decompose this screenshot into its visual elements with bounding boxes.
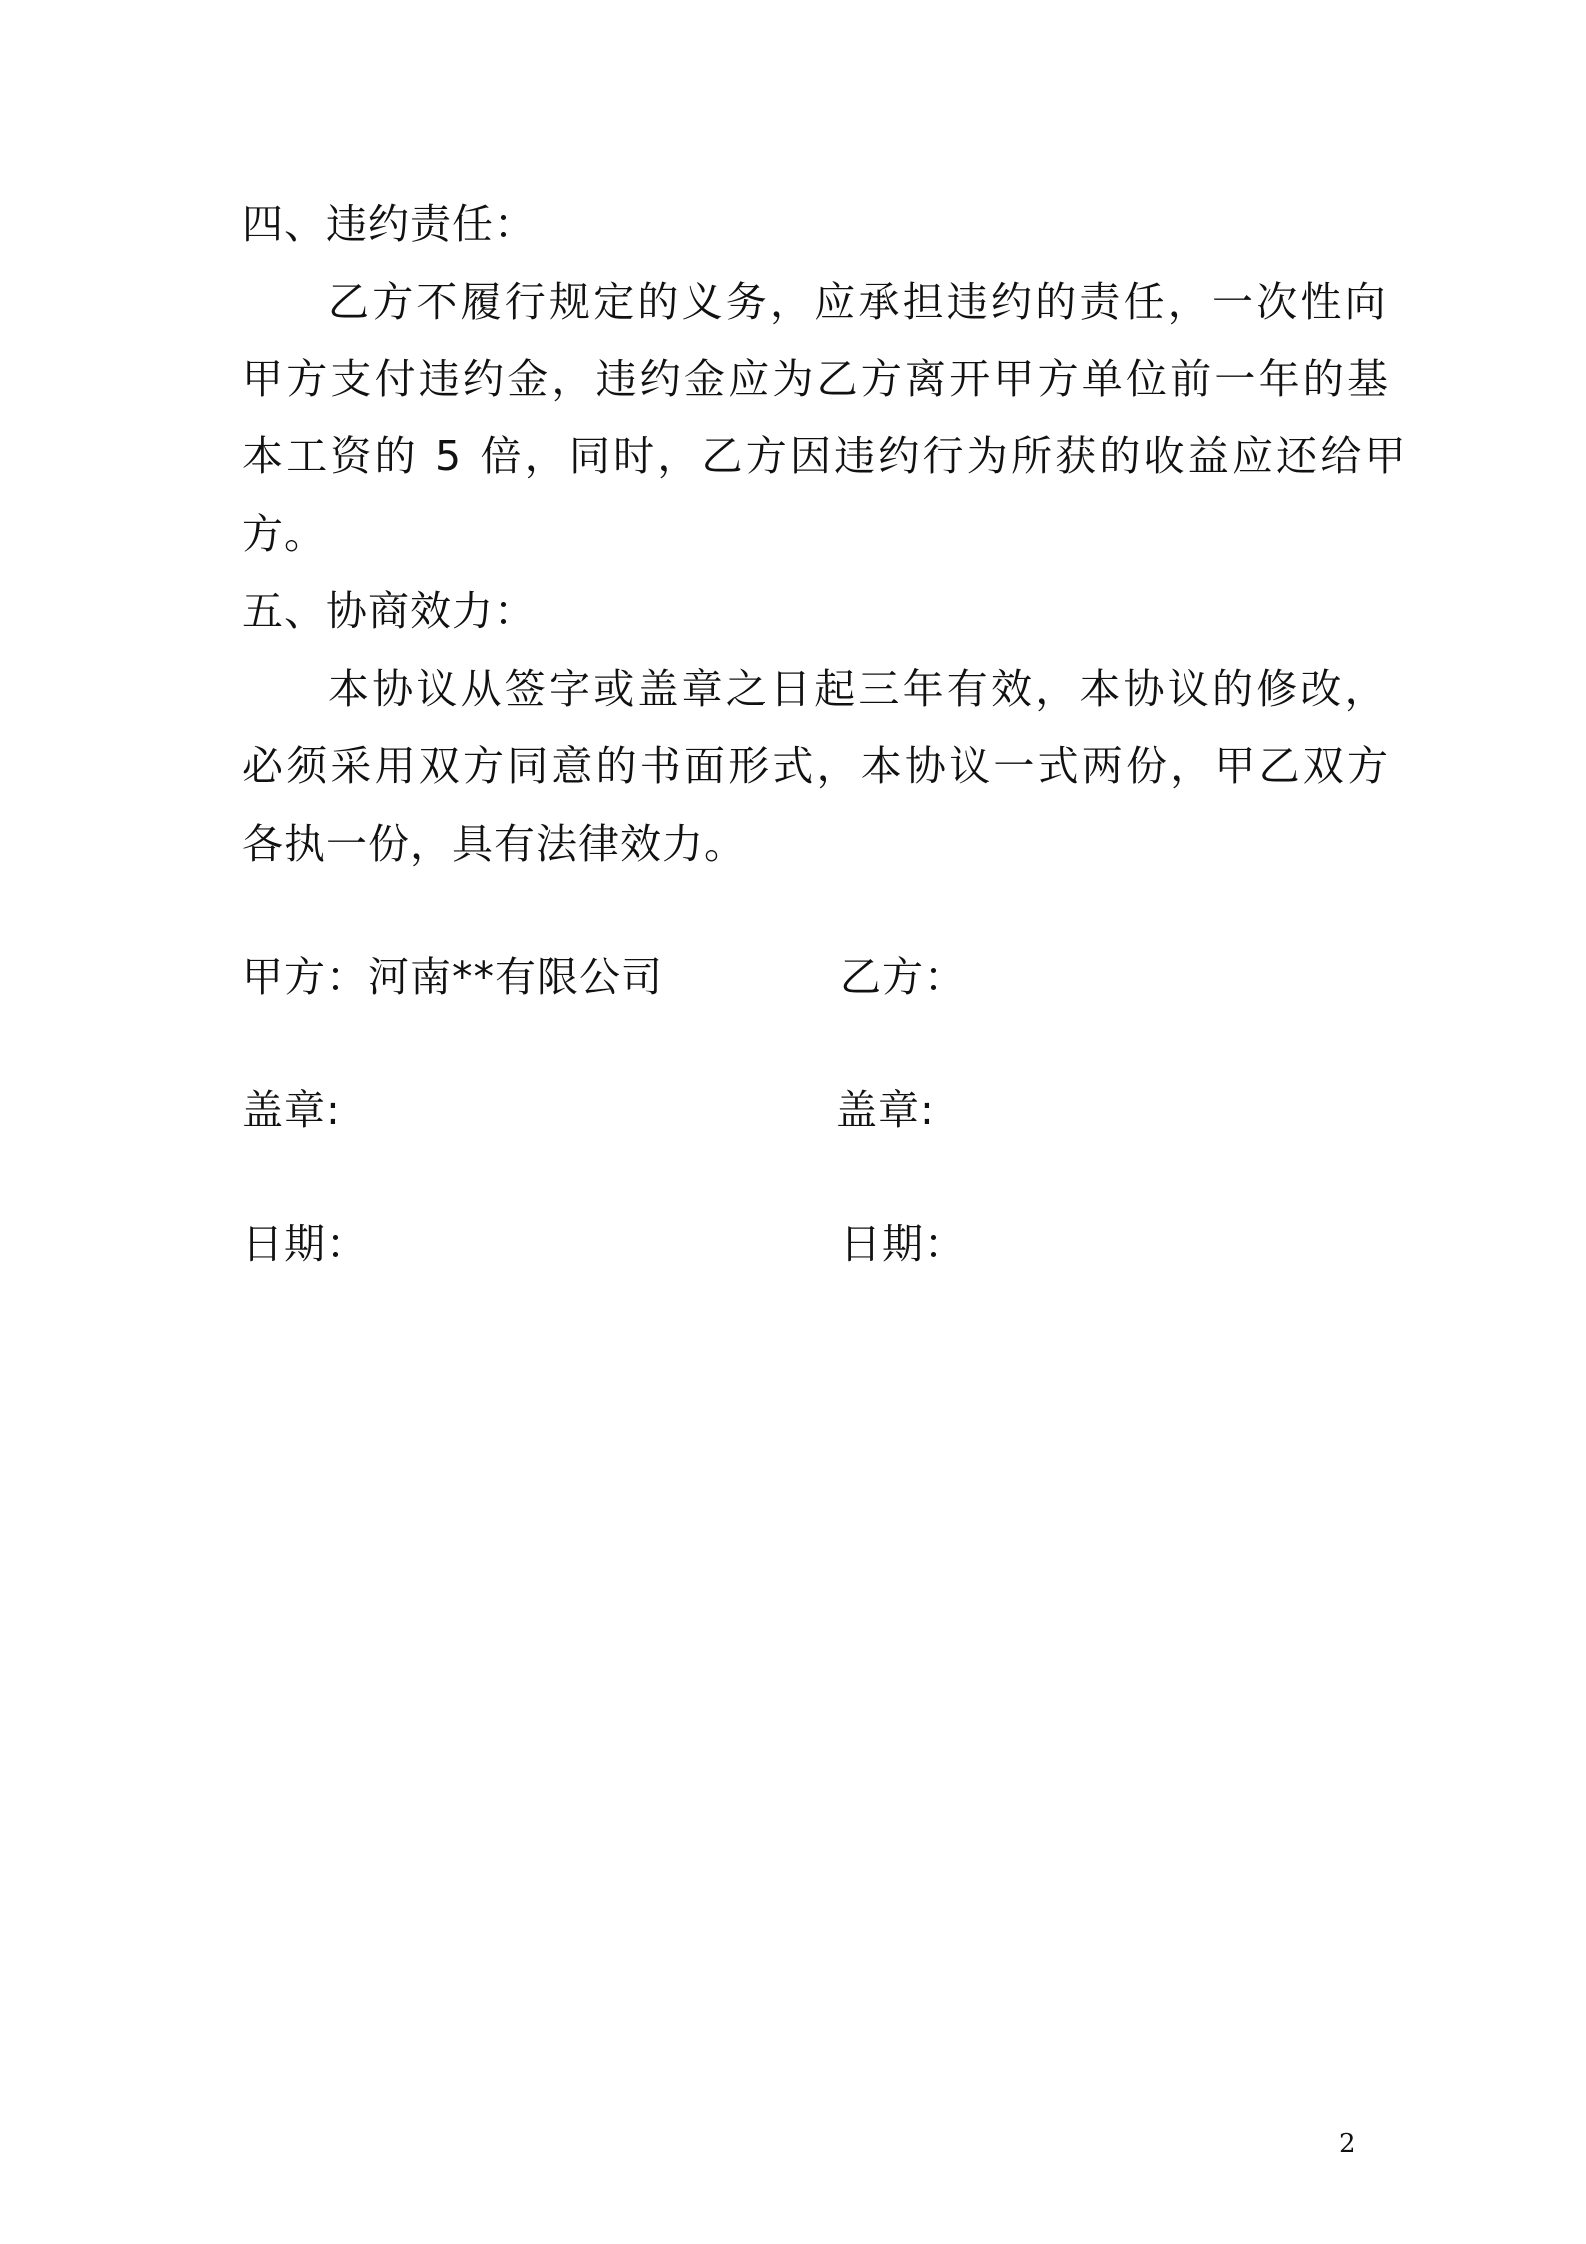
- section-5-heading: 五、协商效力：: [242, 587, 536, 635]
- party-b-date-label: 日期：: [840, 1220, 966, 1268]
- party-a-date-label: 日期：: [242, 1220, 368, 1268]
- party-b-seal-label: 盖章:: [836, 1086, 935, 1134]
- page-number: 2: [1339, 2129, 1356, 2159]
- section-4-line-2: 甲方支付违约金，违约金应为乙方离开甲方单位前一年的基: [242, 355, 1392, 403]
- party-b-label: 乙方：: [840, 953, 966, 1001]
- section-4-line-3: 本工资的 5 倍，同时，乙方因违约行为所获的收益应还给甲: [242, 432, 1409, 480]
- section-5-line-1: 本协议从签字或盖章之日起三年有效，本协议的修改，: [328, 665, 1389, 713]
- party-a-seal-label: 盖章:: [242, 1086, 341, 1134]
- section-4-line-1: 乙方不履行规定的义务，应承担违约的责任，一次性向: [328, 278, 1389, 326]
- section-5-line-3: 各执一份，具有法律效力。: [242, 820, 746, 868]
- section-4-line-4: 方。: [242, 510, 326, 558]
- section-4-heading: 四、违约责任：: [242, 200, 536, 248]
- section-5-line-2: 必须采用双方同意的书面形式，本协议一式两份，甲乙双方: [242, 742, 1392, 790]
- party-a-label: 甲方：河南**有限公司: [242, 953, 663, 1001]
